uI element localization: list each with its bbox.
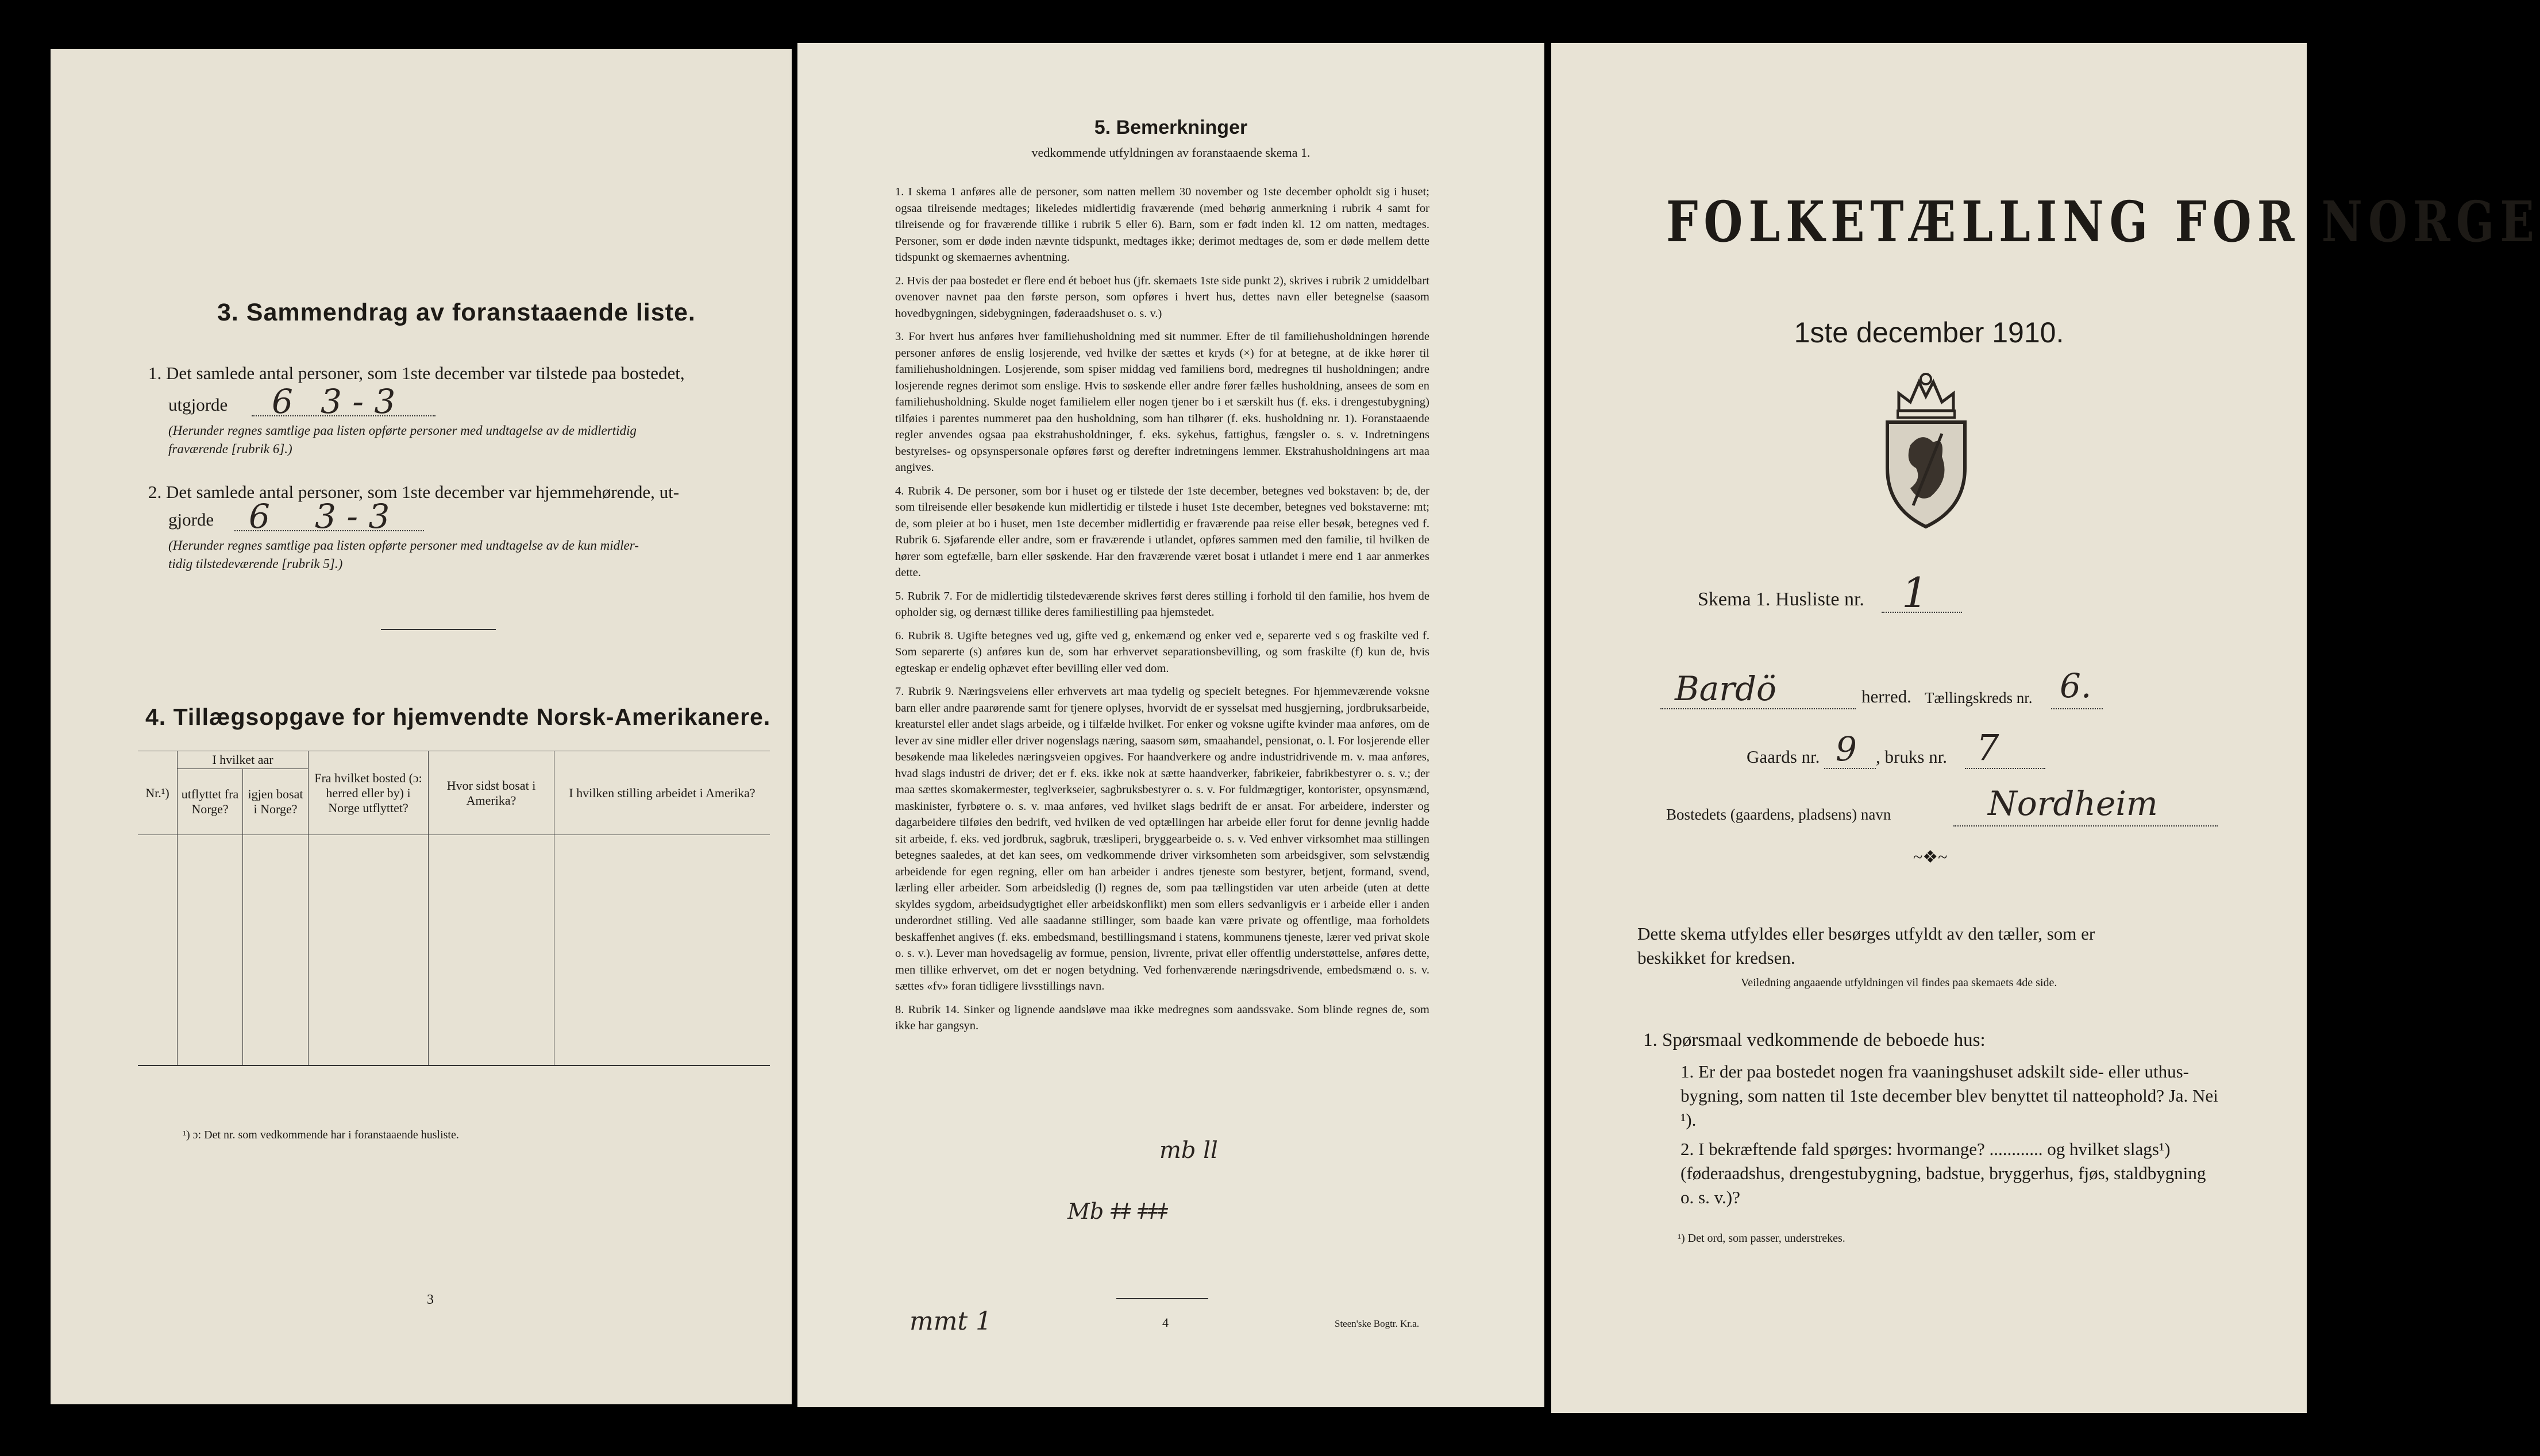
col-nr: Nr.¹)	[138, 751, 178, 835]
item1-hand-total: 6	[272, 382, 293, 421]
item1-note-b: fraværende [rubrik 6].)	[168, 442, 292, 456]
norsk-amerikaner-table	[138, 751, 770, 1066]
table-row	[138, 835, 770, 882]
q1-item-2: 2. I bekræftende fald spørges: hvormange? ............ og hvilket slags¹) (føderaadshus, drengestubygning, badstue, bryggerhus, fjøs, staldbygning o. s. v.)?	[1681, 1139, 2206, 1207]
bosted-label: Bostedets (gaardens, pladsens) navn	[1666, 806, 1891, 823]
col-last-place: Hvor sidst bosat i Amerika?	[429, 751, 554, 835]
table-row	[138, 927, 770, 973]
remark-item: 4. Rubrik 4. De personer, som bor i huset og er tilstede der 1ste december, betegnes ved bokstaven: b; de, der som tilreisende eller besøkende kun midlertidig er tilstede i huset 1ste december, betegnes ved bokstaverne: mt; de, som pleier at bo i huset, men 1ste december midlertidig er fraværende paa reise eller besøk, betegnes ved f. Rubrik 6. Sjøfarende eller andre, som er fraværende i utlandet, opføres sammen med den familie, til hvilken de hører som egtefælle, barn eller søskende. Har den fraværende været bosat i utlandet i mere end 1 aar anmerkes dette.	[895, 484, 1429, 579]
item2-hand-total: 6	[249, 497, 270, 536]
remark-item: 3. For hvert hus anføres hver familiehusholdning med sit nummer. Efter de til familiehusholdningen hørende personer anføres de enslig losjerende, ved hvilke der sættes et kryds (×) for at betegne, at de ikke hører til familiehusholdningen. Losjerende, som spiser middag ved familiens bord, medregnes til husholdningen; andre losjerende regnes derimot som enslige. Hvis to søskende eller andre fører fælles husholdning, ansees de som en familiehusholdning. Skulde noget familielem eller nogen tjener bo i et særskilt hus (f. eks. i drengestubygning) tilføies i parentes nummeret paa den husholdning, som han tilhører (f. eks. husholdning nr. 1). Foranstaaende regler anvendes ogsaa paa ekstrahusholdninger, f. eks. sykehus, fattighus, fængsler o. s. v. Indretningens bestyrelses- og opsynspersonale opføres først og derefter indretningens lemmer. Ekstrahusholdningens art maa angives.	[895, 330, 1429, 474]
col-returned: igjen bosat i Norge?	[243, 769, 309, 835]
hand-note-a: mb ll	[1159, 1137, 1218, 1164]
page-number: 4	[1162, 1315, 1169, 1330]
remarks-title: 5. Bemerkninger	[1094, 117, 1248, 138]
remark-item: 7. Rubrik 9. Næringsveiens eller erhvervets art maa tydelig og specielt betegnes. For hjemmeværende voksne barn eller andre paarørende samt for tjenere oplyses, hvorvidt de er sysselsat med husgjerning, jordbruksarbeide, kreaturstel eller andet slags arbeide, og i tilfælde hvilket. For enker og voksne ugifte kvinder maa anføres, om de lever av sine midler eller driver nogenslags næring, saasom søm, smaahandel, pensionat, o. l. For losjerende eller besøkende maa likeledes næringsveien opgives. For haandverkere og andre industridrivende m. v. maa anføres, hvad slags industri de driver; det er f. eks. ikke nok at sætte haandverker, fabrikeier, fabrikbestyrer o. s. v.; der maa sættes skomakermester, teglverkseier, sagbruksbestyrer o. s. v. For fuldmægtiger, kontorister, opsynsmænd, maskinister, fyrbøtere o. s. v. maa anføres, ved hvilket slags bedrift de er ansat. For arbeidere, inderster og dagarbeidere tilføies den bedrift, ved hvilken de ved optællingen har arbeide eller forut for denne jevnlig hadde sit arbeide, f. eks. ved jordbruk, sagbruk, træsliperi, bryggearbeide o. s. v. Ved enhver virksomhet maa stillingen betegnes saaledes, at det kan sees, om vedkommende driver virksomheten som arbeidsgiver, som selvstændig arbeidende for egen regning, eller om han arbeider i andres tjeneste som bestyrer, betjent, formand, svend, lærling eller arbeider. Som arbeidsledig (l) regnes de, som paa tællingstiden var uten arbeide (uten at dette skyldes sygdom, arbeidsudygtighet eller arbeidskonflikt) men som ellers sedvanligvis er i arbeide eller i anden underordnet stilling. Ved alle saadanne stillinger, som baade kan være private og offentlige, maa forholdets beskaffenhet angives (f. eks. embedsmand, bestillingsmand i statens, kommunens tjeneste, lærer ved privat skole o. s. v.). Lever man hovedsagelig av formue, pension, livrente, privat eller offentlig understøttelse, anføres dette, men tillike erhvervet, om det er nogen betydning. Ved forhenværende næringsdrivende, embedsmænd o. s. v. sættes «fv» foran tidligere livsstillings navn.	[895, 685, 1429, 992]
item1-text: 1. Det samlede antal personer, som 1ste december var tilstede paa bostedet,	[148, 363, 685, 383]
q1-item-1: 1. Er der paa bostedet nogen fra vaaningshuset adskilt side- eller uthus-bygning, som natten til 1ste december blev benyttet til natteophold? Ja. Nei ¹).	[1681, 1061, 2218, 1130]
gaards-hand: 9	[1836, 729, 1857, 768]
krets-label: Tællingskreds nr.	[1925, 689, 2033, 706]
item1-note-a: (Herunder regnes samtlige paa listen opførte personer med undtagelse av de midlertidig	[168, 423, 637, 438]
item2-note-a: (Herunder regnes samtlige paa listen opførte personer med undtagelse av de kun midler-	[168, 538, 639, 553]
census-title: FOLKETÆLLING FOR NORGE	[1666, 190, 2540, 255]
schema-hand-nr: 1	[1902, 569, 1928, 617]
item1-hand-split: 3 - 3	[321, 382, 396, 421]
table-row	[138, 881, 770, 927]
divider	[381, 629, 496, 630]
remark-item: 2. Hvis der paa bostedet er flere end ét beboet hus (jfr. skemaets 1ste side punkt 2), skrives i rubrik 2 umiddelbart ovenover navnet paa den første person, som opføres i hvert hus, dettes navn eller betegnelse (saasom hovedbygningen, sidebygningen, føderaadshuset o. s. v.)	[895, 274, 1429, 320]
remark-item: 8. Rubrik 14. Sinker og lignende aandsløve maa ikke medregnes som aandssvake. Som blinde regnes de, som ikke har gangsyn.	[895, 1003, 1429, 1032]
q1-title: 1. Spørsmaal vedkommende de beboede hus:	[1643, 1030, 1986, 1051]
printer-mark: Steen'ske Bogtr. Kr.a.	[1335, 1318, 1420, 1329]
coat-of-arms-icon	[1876, 365, 1976, 531]
hand-note-bottom: mmt 1	[909, 1307, 992, 1336]
divider	[1116, 1298, 1208, 1299]
section3-title: 3. Sammendrag av foranstaaende liste.	[217, 299, 696, 326]
schema-label: Skema 1. Husliste nr.	[1698, 589, 1864, 610]
bosted-line	[1953, 825, 2218, 827]
item2-note-b: tidig tilstedeværende [rubrik 5].)	[168, 557, 343, 571]
gaards-label: Gaards nr.	[1747, 747, 1820, 767]
herred-label: herred.	[1861, 686, 1911, 706]
section4-title: 4. Tillægsopgave for hjemvendte Norsk-Amerikanere.	[145, 704, 771, 730]
remark-item: 6. Rubrik 8. Ugifte betegnes ved ug, gifte ved g, enkemænd og enker ved e, separerte ved s og fraskilte ved f. Som separerte (s) anføres kun de, som har erhvervet separationsbevilling, og som fraskilte (f) kun de, hvis egteskap er endelig ophævet efter bevilling eller ved dom.	[895, 629, 1429, 675]
guide-note: Veiledning angaaende utfyldningen vil findes paa skemaets 4de side.	[1741, 976, 2057, 989]
bruks-label: , bruks nr.	[1876, 747, 1947, 767]
page-number: 3	[427, 1292, 434, 1307]
col-occupation: I hvilken stilling arbeidet i Amerika?	[554, 751, 770, 835]
page-right	[1551, 43, 2540, 1413]
krets-hand: 6.	[2060, 666, 2092, 705]
bosted-hand: Nordheim	[1988, 784, 2158, 823]
item2-hand-split: 3 - 3	[315, 497, 390, 536]
remark-item: 1. I skema 1 anføres alle de personer, som natten mellem 30 november og 1ste december opholdt sig i huset; ogsaa tilreisende medtages; likeledes midlertidig fraværende (med behørig anmerkning i rubrik 4 samt for tilreisende og for fraværende tillike i rubrik 5 eller 6). Barn, som er født inden kl. 12 om natten, medtages. Personer, som er døde inden nævnte tidspunkt, medtages ikke; derimot medtages de, som er døde mellem dette tidspunkt og skemaernes avhentning.	[895, 186, 1429, 264]
herred-hand: Bardö	[1675, 669, 1776, 708]
table-row	[138, 1019, 770, 1065]
page-middle	[797, 43, 1544, 1407]
census-date: 1ste december 1910.	[1794, 316, 2064, 349]
item2-label: gjorde	[168, 509, 214, 530]
herred-line	[1660, 708, 1856, 709]
hand-note-b: Mb ǂǂ ǂǂǂ	[1067, 1199, 1168, 1224]
intro-b: beskikket for kredsen.	[1637, 948, 1795, 968]
col-group: I hvilket aar	[178, 751, 309, 769]
item2-text: 2. Det samlede antal personer, som 1ste december var hjemmehørende, ut-	[148, 482, 680, 502]
col-emigrated: utflyttet fra Norge?	[178, 769, 243, 835]
table-footnote: ¹) ɔ: Det nr. som vedkommende har i foranstaaende husliste.	[183, 1129, 459, 1141]
footnote: ¹) Det ord, som passer, understrekes.	[1678, 1232, 1845, 1245]
remarks-subtitle: vedkommende utfyldningen av foranstaaende skema 1.	[1031, 145, 1311, 160]
item1-label: utgjorde	[168, 395, 228, 415]
bruks-hand: 7	[1976, 727, 1999, 768]
col-from-place: Fra hvilket bosted (ɔ: herred eller by) i Norge utflyttet?	[309, 751, 429, 835]
krets-line	[2051, 708, 2103, 709]
ornament-icon: ~❖~	[1913, 848, 1948, 867]
remarks-list	[895, 184, 1429, 1292]
intro-a: Dette skema utfyldes eller besørges utfyldt av den tæller, som er	[1637, 924, 2095, 944]
page-left	[51, 49, 792, 1404]
remark-item: 5. Rubrik 7. For de midlertidig tilstedeværende skrives først deres stilling i forhold til den familie, hos hvem de opholder sig, og dernæst tillike deres familiestilling paa hjemstedet.	[895, 589, 1429, 619]
table-row	[138, 973, 770, 1019]
